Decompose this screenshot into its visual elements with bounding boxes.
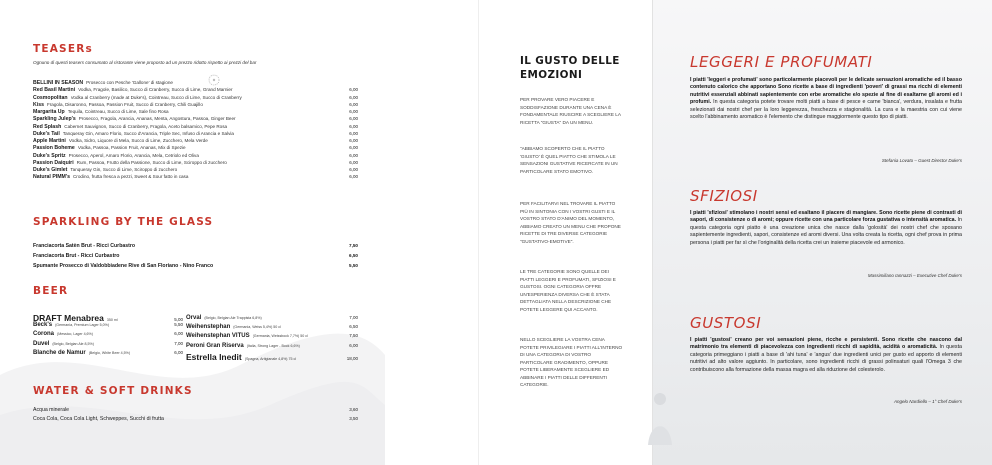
teaser-price: 6,00 bbox=[349, 101, 358, 107]
beer-price: 7,00 bbox=[174, 340, 183, 346]
sparkling-list bbox=[33, 243, 358, 273]
beer-desc: (Belgio, Belgian Ale Trappista 6,8%) bbox=[204, 316, 262, 320]
middle-paragraph-3: PER FACILITARVI NEL TROVARE IL PIATTO PIÙ IN SINTONIA CON I VOSTRI GUSTI E IL VOSTRO STATO D'ANIMO DEL MOMENTO, ABBIAMO CREATO UN MENU CHE PROPONE RICETTE DI TRE DIVERSE CATEGORIE "GUSTATIVO-EMOTIVE". bbox=[520, 201, 621, 244]
beer-name: Orval bbox=[186, 315, 202, 321]
beer-row bbox=[33, 322, 183, 331]
decorative-figure bbox=[630, 385, 690, 445]
gustosi-bold: I piatti 'gustosi' creano per voi sensazioni piene, ricche e persistenti. Sono ricette che nascono dal matrimonio tra elementi di piacevolezza con ingredienti ricchi di sapidità, acidità o aromaticità. bbox=[690, 337, 962, 351]
teaser-row bbox=[33, 87, 358, 94]
gustosi-text bbox=[690, 337, 962, 374]
teaser-price: 6,00 bbox=[349, 167, 358, 172]
beer-desc: (Belgio, White Beer 4,5%) bbox=[88, 350, 131, 355]
beer-desc: (Italia, Strong Lager - Bock 6,6%) bbox=[246, 343, 300, 348]
teasers-list bbox=[33, 80, 358, 182]
beer-row bbox=[33, 350, 183, 359]
teaser-price: 6,00 bbox=[349, 116, 358, 122]
beer-title: BEER bbox=[33, 285, 69, 297]
leggeri-signature: Stefania Lovato – Guest Director Duke's bbox=[881, 158, 962, 163]
teaser-name: Duke's Spritz bbox=[33, 152, 66, 159]
middle-paragraph-2: "ABBIAMO SCOPERTO CHE IL PIATTO 'GIUSTO' È QUEL PIATTO CHE STIMOLA LE SENSAZIONI GUSTATIVE RICERCATE IN UN PARTICOLARE STATO EMOTIVO. bbox=[520, 146, 618, 174]
beer-row bbox=[33, 313, 183, 322]
teaser-desc: Cabernet Sauvignon, Succo di Cranberry, Fragola, Aceto balsamico, Pepe Rosa bbox=[64, 123, 228, 129]
water-price: 3,50 bbox=[349, 416, 358, 421]
teaser-desc: Prosecco, Fragola, Arancia, Ananas, Menta, Angostura, Passoa, Ginger Beer bbox=[78, 116, 236, 122]
teaser-name: Red Splash bbox=[33, 123, 62, 130]
teaser-name: Passion Boheme bbox=[33, 145, 75, 152]
teaser-price: 6,00 bbox=[349, 138, 358, 143]
teaser-name: Duke's Gimlet bbox=[33, 167, 68, 173]
sfiziosi-signature: Massimiliano Iannazzi – Executive Chef Duke's bbox=[867, 273, 962, 278]
beer-price: 6,00 bbox=[174, 349, 183, 355]
teaser-row bbox=[33, 102, 358, 109]
sparkling-row bbox=[33, 263, 358, 273]
leggeri-title: LEGGERI E PROFUMATI bbox=[690, 53, 873, 71]
beer-price: 6,00 bbox=[174, 331, 183, 337]
teaser-row bbox=[33, 138, 358, 145]
beer-price: 6,00 bbox=[349, 342, 358, 348]
leggeri-body: In questa categoria potete trovare molti piatti a base di pesce e carne 'bianca', verdura, insalata e frutta selezionati dai nostri chef per la loro leggerezza, freschezza e stagionalità. La cura e la maestria con cui viene scelto l'abbinamento aromatico è l'elemento che distingue maggiormente questo tipo di piatti. bbox=[690, 99, 962, 121]
teaser-desc: Prosecco con Pesche 'Gallone' di stagione bbox=[86, 80, 173, 85]
page-divider bbox=[478, 0, 479, 465]
beer-row bbox=[186, 315, 358, 324]
water-row bbox=[33, 416, 358, 425]
beer-row bbox=[186, 343, 358, 352]
teaser-desc: Tanqueray Gin, Succo di Lime, Sciroppo di zucchero bbox=[70, 167, 178, 172]
beer-price: 18,00 bbox=[346, 355, 358, 361]
teaser-row bbox=[33, 160, 358, 167]
teaser-price: 6,00 bbox=[349, 109, 358, 114]
sparkling-desc: Franciacorta Satèn Brut - Ricci Curbastro bbox=[33, 243, 136, 249]
sfiziosi-body: In questa categoria ogni piatto è una creazione unica che nasce dalla 'golosità' dei nostri chef che sposano sapientemente ingredienti, sapori, consistenze ed aromi diversi. Una volta creata la ricetta, ogni chef prova in prima persona i piatti per far sì che l'originalità della ricetta crei un insieme piacevole ed armonico. bbox=[690, 217, 962, 246]
beer-row bbox=[186, 324, 358, 333]
teaser-row bbox=[33, 145, 358, 152]
beer-price: 6,50 bbox=[349, 324, 358, 330]
sparkling-price: 7,50 bbox=[349, 243, 358, 248]
beer-desc: (Messico, Lager 4,6%) bbox=[57, 332, 93, 337]
beer-name: Weihenstephan VITUS bbox=[186, 333, 250, 340]
beer-list-left bbox=[33, 313, 183, 359]
sparkling-row bbox=[33, 253, 358, 263]
teaser-desc: Rum, Passoa, Frutto della Passione, Succo di Lime, Sciroppo di zucchero bbox=[76, 159, 227, 165]
beer-row bbox=[186, 333, 358, 342]
water-title: WATER & SOFT DRINKS bbox=[33, 385, 193, 397]
teaser-desc: Vodka, Sidro, Liquore di Mela, Succo di Lime, Zucchero, Mela Verde bbox=[68, 138, 208, 143]
beer-row bbox=[33, 331, 183, 340]
teaser-name: Sparkling Julep's bbox=[33, 116, 76, 123]
beer-desc: (Spagna, Artigianale 4,8%) 75 cl bbox=[244, 356, 297, 361]
middle-title: IL GUSTO DELLE EMOZIONI bbox=[520, 55, 620, 81]
beer-desc: 350 ml bbox=[106, 318, 118, 322]
gustosi-signature: Angelo Nardiello – 1° Chef Duke's bbox=[894, 399, 962, 404]
sparkling-price: 5,50 bbox=[349, 263, 358, 268]
beer-desc: (Germania, Premium Lager 5,0%) bbox=[55, 323, 110, 328]
water-row bbox=[33, 407, 358, 416]
beer-name: Peroni Gran Riserva bbox=[186, 342, 244, 349]
beer-name: Corona bbox=[33, 331, 54, 338]
teaser-price: 6,00 bbox=[349, 159, 358, 165]
beer-name: DRAFT Menabrea bbox=[33, 313, 104, 323]
middle-paragraph-4: LE TRE CATEGORIE SONO QUELLE DEI PIATTI LEGGERI E PROFUMATI, SFIZIOSI E GUSTOSI. OGNI CATEGORIA OFFRE UN'ESPERIENZA DIVERSA CHE È STATA DETTAGLIATA NELLA DESCRIZIONE CHE POTETE LEGGERE QUI ACCANTO. bbox=[520, 269, 616, 312]
beer-name: Beck's bbox=[33, 322, 53, 329]
teaser-desc: Vodka, Fragole, Basilico, Succo di Cranberry, Succo di Lime, Grand Marnier bbox=[78, 87, 233, 93]
teaser-price: 6,00 bbox=[349, 145, 358, 151]
teaser-desc: Tanqueray Gin, Amaro Florio, Succo d'Arancia, Triple Sec, Infuso di Arancia e Salvia bbox=[62, 130, 234, 136]
teaser-row bbox=[33, 95, 358, 102]
water-price: 3,60 bbox=[349, 407, 358, 412]
teaser-desc: Vodka al Cranberry (made at Duke's), Cointreau, Succo di Lime, Succo di Cranberry bbox=[70, 94, 242, 100]
leggeri-bold: I piatti 'leggeri e profumati' sono particolarmente piacevoli per le delicate sensazioni aromatiche ed il basso contenuto calorico che apportano Sono ricette a base di ingredienti 'poveri' di grassi ma ricchi di elementi nutritivi essenziali abbinati sapientemente con erbe aromatiche e/o spezie al fine di esaltarne gli aromi ed i profumi. bbox=[690, 77, 962, 106]
teaser-name: Duke's Tail bbox=[33, 130, 60, 137]
teaser-desc: Tequila, Cointreau, Succo di Lime, Sale fino Rosa bbox=[67, 109, 169, 114]
teaser-row bbox=[33, 131, 358, 138]
teaser-price: 6,00 bbox=[349, 123, 358, 129]
teaser-price: 6,00 bbox=[349, 94, 358, 100]
beer-name: Estrella Inedit bbox=[186, 351, 242, 362]
beer-row bbox=[186, 352, 358, 361]
sfiziosi-title: SFIZIOSI bbox=[690, 187, 758, 205]
teaser-name: Passion Daiquiri bbox=[33, 159, 74, 166]
teaser-desc: Fragola, Disaronno, Passoa, Passion Fruit, Succo di Cranberry, Chili Guajillo bbox=[46, 101, 203, 107]
sparkling-desc: Franciacorta Brut - Ricci Curbastro bbox=[33, 253, 120, 259]
beer-desc: (Belgio, Belgian Ale 8,5%) bbox=[52, 341, 94, 346]
sfiziosi-text bbox=[690, 210, 962, 247]
teaser-name: Red Basil Martini bbox=[33, 87, 76, 94]
beer-price: 5,00 bbox=[174, 317, 183, 322]
teaser-desc: Crodino, frutta fresca a pezzi, Sweet & Sour fatto in casa bbox=[72, 174, 189, 180]
teaser-name: Margarita Up bbox=[33, 109, 65, 115]
beer-price: 7,00 bbox=[349, 315, 358, 320]
sparkling-desc: Spumante Prosecco di Valdobbiadene Rive di San Floriano - Nino Franco bbox=[33, 263, 214, 269]
middle-paragraph-1: PER PROVARE VERO PIACERE E SODDISFAZIONE DURANTE UNA CENA È FONDAMENTALE RIUSCIRE A SCEGLIERE LA RICETTA "GIUSTA" DA UN MENU. bbox=[520, 97, 621, 125]
sparkling-row bbox=[33, 243, 358, 253]
beer-row bbox=[33, 341, 183, 350]
teaser-price: 6,00 bbox=[349, 174, 358, 180]
teaser-name: Natural PIMM's bbox=[33, 174, 70, 181]
sparkling-title: SPARKLING BY THE GLASS bbox=[33, 216, 214, 228]
teaser-name: Cosmopolitan bbox=[33, 94, 68, 101]
teaser-price: 6,00 bbox=[349, 87, 358, 93]
teaser-price: 6,00 bbox=[349, 130, 358, 136]
leggeri-text bbox=[690, 77, 962, 121]
teaser-row bbox=[33, 109, 358, 116]
beer-desc: (Germania, Weissbock 7,7%) 50 cl bbox=[252, 334, 308, 339]
teaser-row bbox=[33, 153, 358, 160]
middle-paragraph-5: NELLO SCEGLIERE LA VOSTRA CENA POTETE PRIVILEGIARE I PIATTI ALL'INTERNO DI UNA CATEGORIA DI VOSTRO PARTICOLARE GRADIMENTO, OPPURE POTETE LIBERAMENTE SCEGLIERE ED ABBINARE I PIATTI DELLE DIFFERENTI CATEGORIE. bbox=[520, 337, 623, 387]
sparkling-price: 6,50 bbox=[349, 253, 358, 258]
teaser-row bbox=[33, 167, 358, 174]
teaser-name: BELLINI IN SEASON bbox=[33, 80, 84, 86]
beer-price: 5,50 bbox=[174, 322, 183, 328]
beer-name: Weihenstephan bbox=[186, 324, 231, 331]
teaser-name: Kiss bbox=[33, 101, 44, 108]
teaser-name: Apple Martini bbox=[33, 138, 66, 144]
teaser-desc: Vodka, Passoa, Passion Fruit, Ananas, Mix di Spezie bbox=[77, 145, 186, 151]
teaser-row bbox=[33, 174, 358, 181]
gustosi-title: GUSTOSI bbox=[690, 314, 762, 332]
water-desc: Acqua minerale bbox=[33, 407, 70, 413]
teasers-intro: Ognuno di questi teasers consumato al ristorante viene proposto ad un prezzo ridotto rispetto ai prezzi del bar bbox=[33, 60, 257, 65]
teasers-title: TEASERs bbox=[33, 43, 93, 55]
beer-desc: (Germania, Weiss 5,4%) 50 cl bbox=[233, 325, 281, 330]
teaser-desc: Prosecco, Aperol, Amaro Florio, Arancia, Mela, Cetriolo ed Oliva bbox=[68, 152, 199, 158]
teaser-row bbox=[33, 124, 358, 131]
teaser-row bbox=[33, 80, 358, 87]
water-desc: Coca Cola, Coca Cola Light, Schweppes, Succhi di frutta bbox=[33, 416, 164, 422]
beer-price: 7,50 bbox=[349, 333, 358, 339]
gustosi-body: In questa categoria primeggiano i piatti a base di 'ahi tuna' e 'angus' due ingredienti unici per gusto ed apporto di elementi nutritivi ad alto valore aggiunto. In particolare, sono ingredienti ricchi di grassi polinsaturi quali l'Omega 3 che contribuiscono alla formazione della massa magra ed alla riduzione del colesterolo. bbox=[690, 344, 962, 373]
sfiziosi-bold: I piatti 'sfiziosi' stimolano i nostri sensi ed esaltano il piacere di mangiare. Sono ricette piene di contrasti di sapori, di consistenze o di aromi; oppure ricette con una particolare forza gustativa o intensità aromatica. bbox=[690, 210, 962, 224]
beer-name: Duvel bbox=[33, 340, 50, 347]
teaser-price: 6,00 bbox=[349, 152, 358, 158]
beer-list-right bbox=[186, 315, 358, 361]
beer-name: Blanche de Namur bbox=[33, 349, 86, 356]
water-list bbox=[33, 407, 358, 425]
teaser-row bbox=[33, 116, 358, 123]
